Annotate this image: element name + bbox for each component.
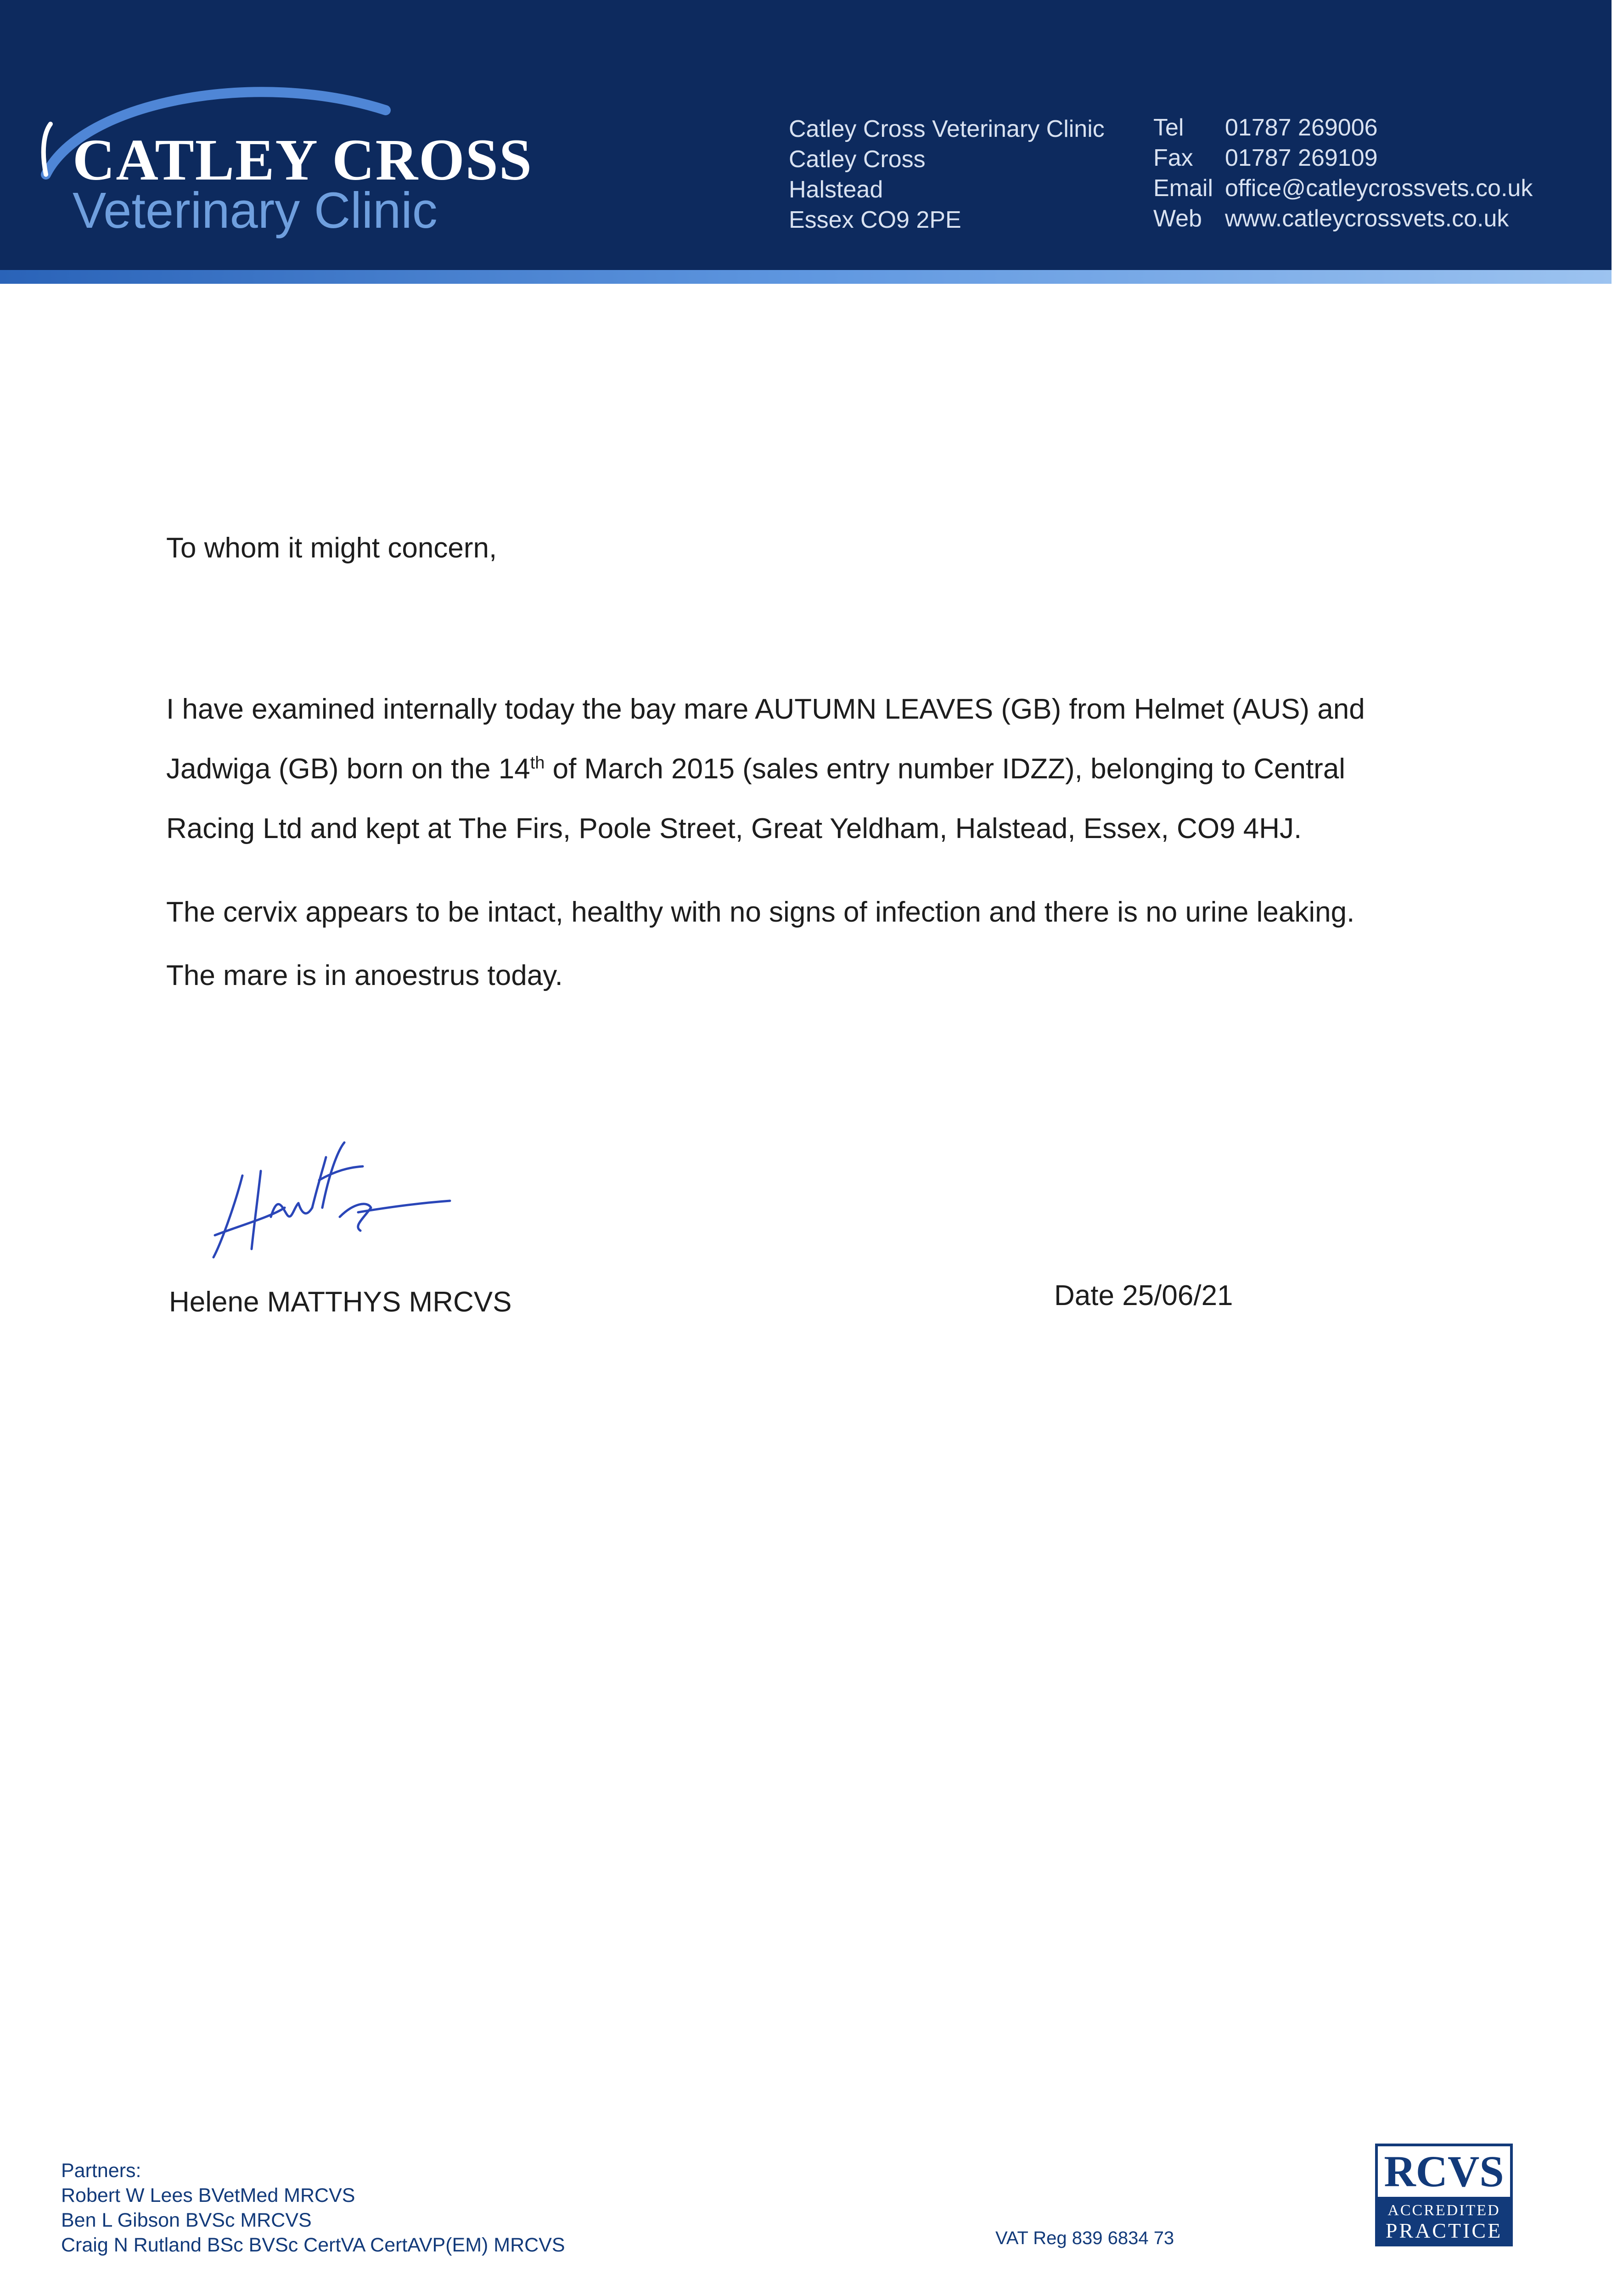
contact-row-web xyxy=(1153,203,1533,234)
paragraph-text: of March 2015 (sales entry number IDZZ), belonging to Central Racing Ltd and kept at The Firs, Poole Street, Great Yeldham, Halstead, Essex, CO9 4HJ. xyxy=(166,753,1346,844)
rcvs-wordmark: RCVS xyxy=(1384,2147,1504,2196)
letterhead-stripe xyxy=(0,270,1612,284)
badge-line: PRACTICE xyxy=(1385,2219,1503,2242)
address-line: Catley Cross Veterinary Clinic xyxy=(789,116,1105,142)
signer-name: Helene MATTHYS MRCVS xyxy=(169,1286,512,1318)
website: www.catleycrossvets.co.uk xyxy=(1225,205,1509,232)
paragraph-examination xyxy=(166,680,1406,859)
contact-row-email xyxy=(1153,173,1533,203)
contact-label: Fax xyxy=(1153,145,1193,171)
letter-date: Date 25/06/21 xyxy=(1054,1280,1233,1311)
rcvs-accreditation-panel xyxy=(1378,2197,1510,2244)
ordinal-suffix: th xyxy=(530,753,545,773)
partner-entry: Craig N Rutland BSc BVSc CertVA CertAVP(EM) MRCVS xyxy=(61,2234,565,2256)
contact-label: Email xyxy=(1153,175,1213,202)
email-address: office@catleycrossvets.co.uk xyxy=(1225,175,1533,202)
contact-label: Web xyxy=(1153,205,1202,232)
address-line: Essex CO9 2PE xyxy=(789,207,961,233)
handwritten-signature xyxy=(202,1139,459,1267)
contact-row-tel xyxy=(1153,113,1533,143)
salutation: To whom it might concern, xyxy=(166,532,497,564)
contact-row-fax xyxy=(1153,143,1533,173)
partners-heading: Partners: xyxy=(61,2160,141,2182)
phone-number: 01787 269006 xyxy=(1225,114,1378,141)
logo-subtitle: Veterinary Clinic xyxy=(73,182,438,239)
contact-label: Tel xyxy=(1153,114,1184,141)
partners-list xyxy=(61,2158,565,2257)
paragraph-text: I have examined internally today the bay mare AUTUMN LEAVES (GB) from Helmet (AUS) and Jadwiga (GB) born on the 14 xyxy=(166,693,1365,785)
badge-line: ACCREDITED xyxy=(1387,2202,1500,2219)
address-line: Catley Cross xyxy=(789,146,926,173)
letterhead-band xyxy=(0,0,1612,276)
clinic-address xyxy=(789,114,1105,235)
partner-entry: Ben L Gibson BVSc MRCVS xyxy=(61,2209,312,2231)
vat-registration: VAT Reg 839 6834 73 xyxy=(995,2228,1174,2248)
fax-number: 01787 269109 xyxy=(1225,145,1378,171)
clinic-contacts xyxy=(1153,113,1533,234)
logo-title: CATLEY CROSS xyxy=(73,127,533,192)
address-line: Halstead xyxy=(789,176,883,203)
partner-entry: Robert W Lees BVetMed MRCVS xyxy=(61,2184,355,2206)
paragraph-findings: The cervix appears to be intact, healthy with no signs of infection and there is no urine leaking. The mare is in anoestrus today. xyxy=(166,896,1355,991)
rcvs-accredited-badge xyxy=(1375,2144,1513,2246)
